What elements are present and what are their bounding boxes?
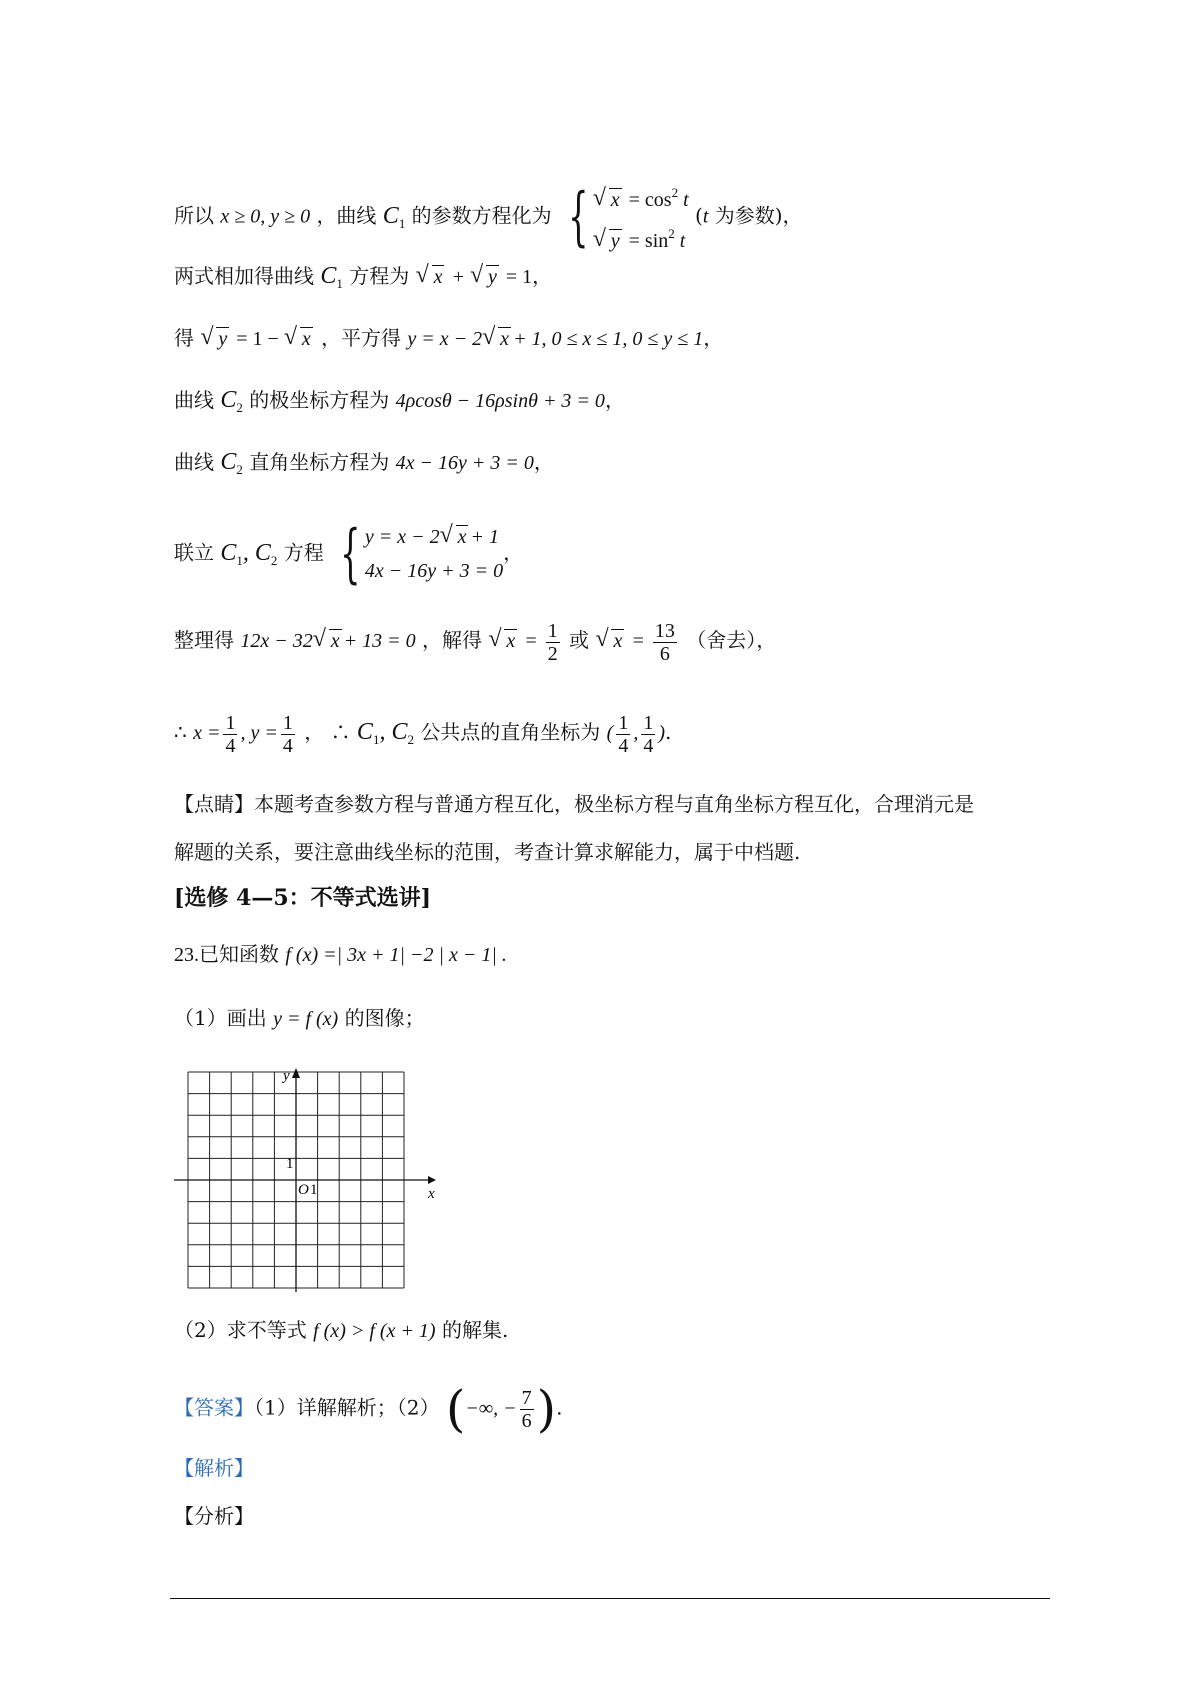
equation: √ x + √ y = 1 bbox=[416, 266, 533, 288]
text: 的极坐标方程为 bbox=[249, 388, 390, 412]
text: 整理得 bbox=[174, 628, 234, 653]
curve-c2: $C_2$ bbox=[220, 449, 243, 477]
footer-rule bbox=[170, 1598, 1050, 1599]
solution-xy: x = $\frac{1}{4}$ , y = $\frac{1}{4}$ bbox=[193, 712, 293, 757]
coordinate-grid bbox=[170, 1064, 440, 1304]
text: 两式相加得曲线 bbox=[174, 264, 314, 288]
equation-system-1: { √ $x = \cos^2 t$ √ $y = \sin^2 t$ bbox=[558, 176, 689, 258]
text: ，曲线 bbox=[316, 203, 377, 228]
answer-line: 【答案】（1）详解解析；（2） (−∞, − $\frac{7}{6}$ ). bbox=[174, 1380, 563, 1438]
text: 公共点的直角坐标为 bbox=[420, 720, 601, 745]
text: 直角坐标方程为 bbox=[249, 450, 390, 474]
text: 或 bbox=[569, 628, 590, 653]
text: ( bbox=[695, 203, 703, 228]
analysis-tag: 【解析】 bbox=[174, 1456, 254, 1480]
text: 联立 bbox=[174, 540, 214, 565]
text: ，解得 bbox=[421, 628, 482, 653]
x-unit-label: 1 bbox=[310, 1182, 318, 1198]
line-3: 得 √ y = 1 − √ x ，平方得 y = x − 2√ x + 1, 0 ≤ x ≤ 1, 0 ≤ y ≤ 1， bbox=[174, 324, 723, 353]
text: 的参数方程化为 bbox=[411, 203, 552, 228]
equation: √ y = 1 − √ x bbox=[200, 328, 314, 350]
equation: y = x − 2√ x + 1, 0 ≤ x ≤ 1, 0 ≤ y ≤ 1 bbox=[407, 328, 703, 350]
line-8: ∴ x = $\frac{1}{4}$ , y = $\frac{1}{4}$ ， ∴ $C_1$, $C_2$ 公共点的直角坐标为 ( $\frac{1}{4}$ , $\frac{1}{4}$ ). bbox=[174, 712, 672, 757]
therefore-symbol: ∴ bbox=[330, 720, 351, 745]
y-axis-label: y bbox=[283, 1068, 290, 1084]
function-def: f (x) =| 3x + 1| −2 | x − 1| . bbox=[285, 944, 507, 966]
equation: f (x) > f (x + 1) bbox=[313, 1320, 436, 1342]
comment-line-2: 解题的关系，要注意曲线坐标的范围，考查计算求解能力，属于中档题. bbox=[174, 840, 801, 864]
text: 已知函数 bbox=[199, 942, 279, 966]
math-condition: x ≥ 0, y ≥ 0 bbox=[220, 205, 311, 228]
answer-tag: 【答案】 bbox=[174, 1395, 254, 1420]
equation: 4ρcosθ − 16ρsinθ + 3 = 0 bbox=[395, 390, 605, 412]
y-axis-arrow-icon bbox=[292, 1068, 300, 1078]
curves-c1-c2: $C_1$, $C_2$ bbox=[356, 719, 414, 748]
text: 所以 bbox=[174, 203, 214, 228]
curve-c1: $C_1$ bbox=[320, 263, 343, 291]
line-5: 曲线 $C_2$ 直角坐标方程为 4x − 16y + 3 = 0， bbox=[174, 449, 554, 477]
solution-1: √ x = $\frac{1}{2}$ bbox=[488, 630, 562, 652]
interval-start: −∞, − bbox=[465, 1397, 517, 1420]
text: （舍去）， bbox=[686, 628, 777, 653]
equation: 12x − 32√ x + 13 = 0 bbox=[240, 630, 415, 652]
equation: y = f (x) bbox=[273, 1008, 339, 1030]
text: （1）画出 bbox=[174, 1006, 267, 1030]
line-6: 联立 $C_1$, $C_2$ 方程 { y = x − 2√ x + 1 4x − 16y + 3 = 0 ， bbox=[174, 520, 523, 588]
therefore-symbol: ∴ bbox=[174, 720, 187, 745]
text: 方程为 bbox=[349, 264, 410, 288]
equation-system-2: { y = x − 2√ x + 1 4x − 16y + 3 = 0 bbox=[330, 520, 503, 588]
comment-line-1: 【点睛】本题考查参数方程与普通方程互化，极坐标方程与直角坐标方程互化，合理消元是 bbox=[174, 792, 974, 816]
text: 得 bbox=[174, 326, 194, 350]
curve-c2: $C_2$ bbox=[220, 387, 243, 415]
question-23-part-2 bbox=[174, 1316, 508, 1345]
text: ，平方得 bbox=[321, 326, 402, 350]
curve-c1: $C_1$ bbox=[382, 202, 406, 231]
line-1 bbox=[174, 176, 803, 258]
y-unit-label: 1 bbox=[286, 1156, 294, 1172]
line-7 bbox=[174, 620, 776, 665]
fenxi-tag: 【分析】 bbox=[174, 1504, 254, 1528]
curves-c1-c2: $C_1$, $C_2$ bbox=[220, 539, 278, 568]
question-number: 23. bbox=[174, 944, 199, 966]
text: 的解集. bbox=[441, 1318, 509, 1342]
equation: 4x − 16y + 3 = 0 bbox=[395, 452, 534, 474]
text: 的图像； bbox=[344, 1006, 425, 1030]
point: ( $\frac{1}{4}$ , $\frac{1}{4}$ ) bbox=[606, 712, 666, 757]
solution-2: √ x = $\frac{13}{6}$ bbox=[595, 630, 679, 652]
text: 曲线 bbox=[174, 388, 214, 412]
text: 方程 bbox=[283, 540, 324, 565]
text: 为参数)， bbox=[714, 203, 803, 228]
origin-label: O bbox=[298, 1182, 309, 1198]
line-2: 两式相加得曲线 $C_1$ 方程为 √ x + √ y = 1， bbox=[174, 262, 552, 298]
section-header: [选修 4—5：不等式选讲] bbox=[174, 885, 432, 911]
param-t: t bbox=[702, 205, 709, 228]
x-axis-arrow-icon bbox=[428, 1176, 436, 1184]
text: 曲线 bbox=[174, 450, 214, 474]
question-23 bbox=[174, 940, 507, 969]
text: （2）求不等式 bbox=[174, 1318, 307, 1342]
text: ， bbox=[304, 720, 325, 745]
line-4: 曲线 $C_2$ 的极坐标方程为 4ρcosθ − 16ρsinθ + 3 = 0， bbox=[174, 387, 625, 415]
x-axis-label: x bbox=[428, 1186, 435, 1202]
text: （1）详解解析；（2） bbox=[254, 1395, 440, 1420]
question-23-part-1 bbox=[174, 1004, 425, 1033]
